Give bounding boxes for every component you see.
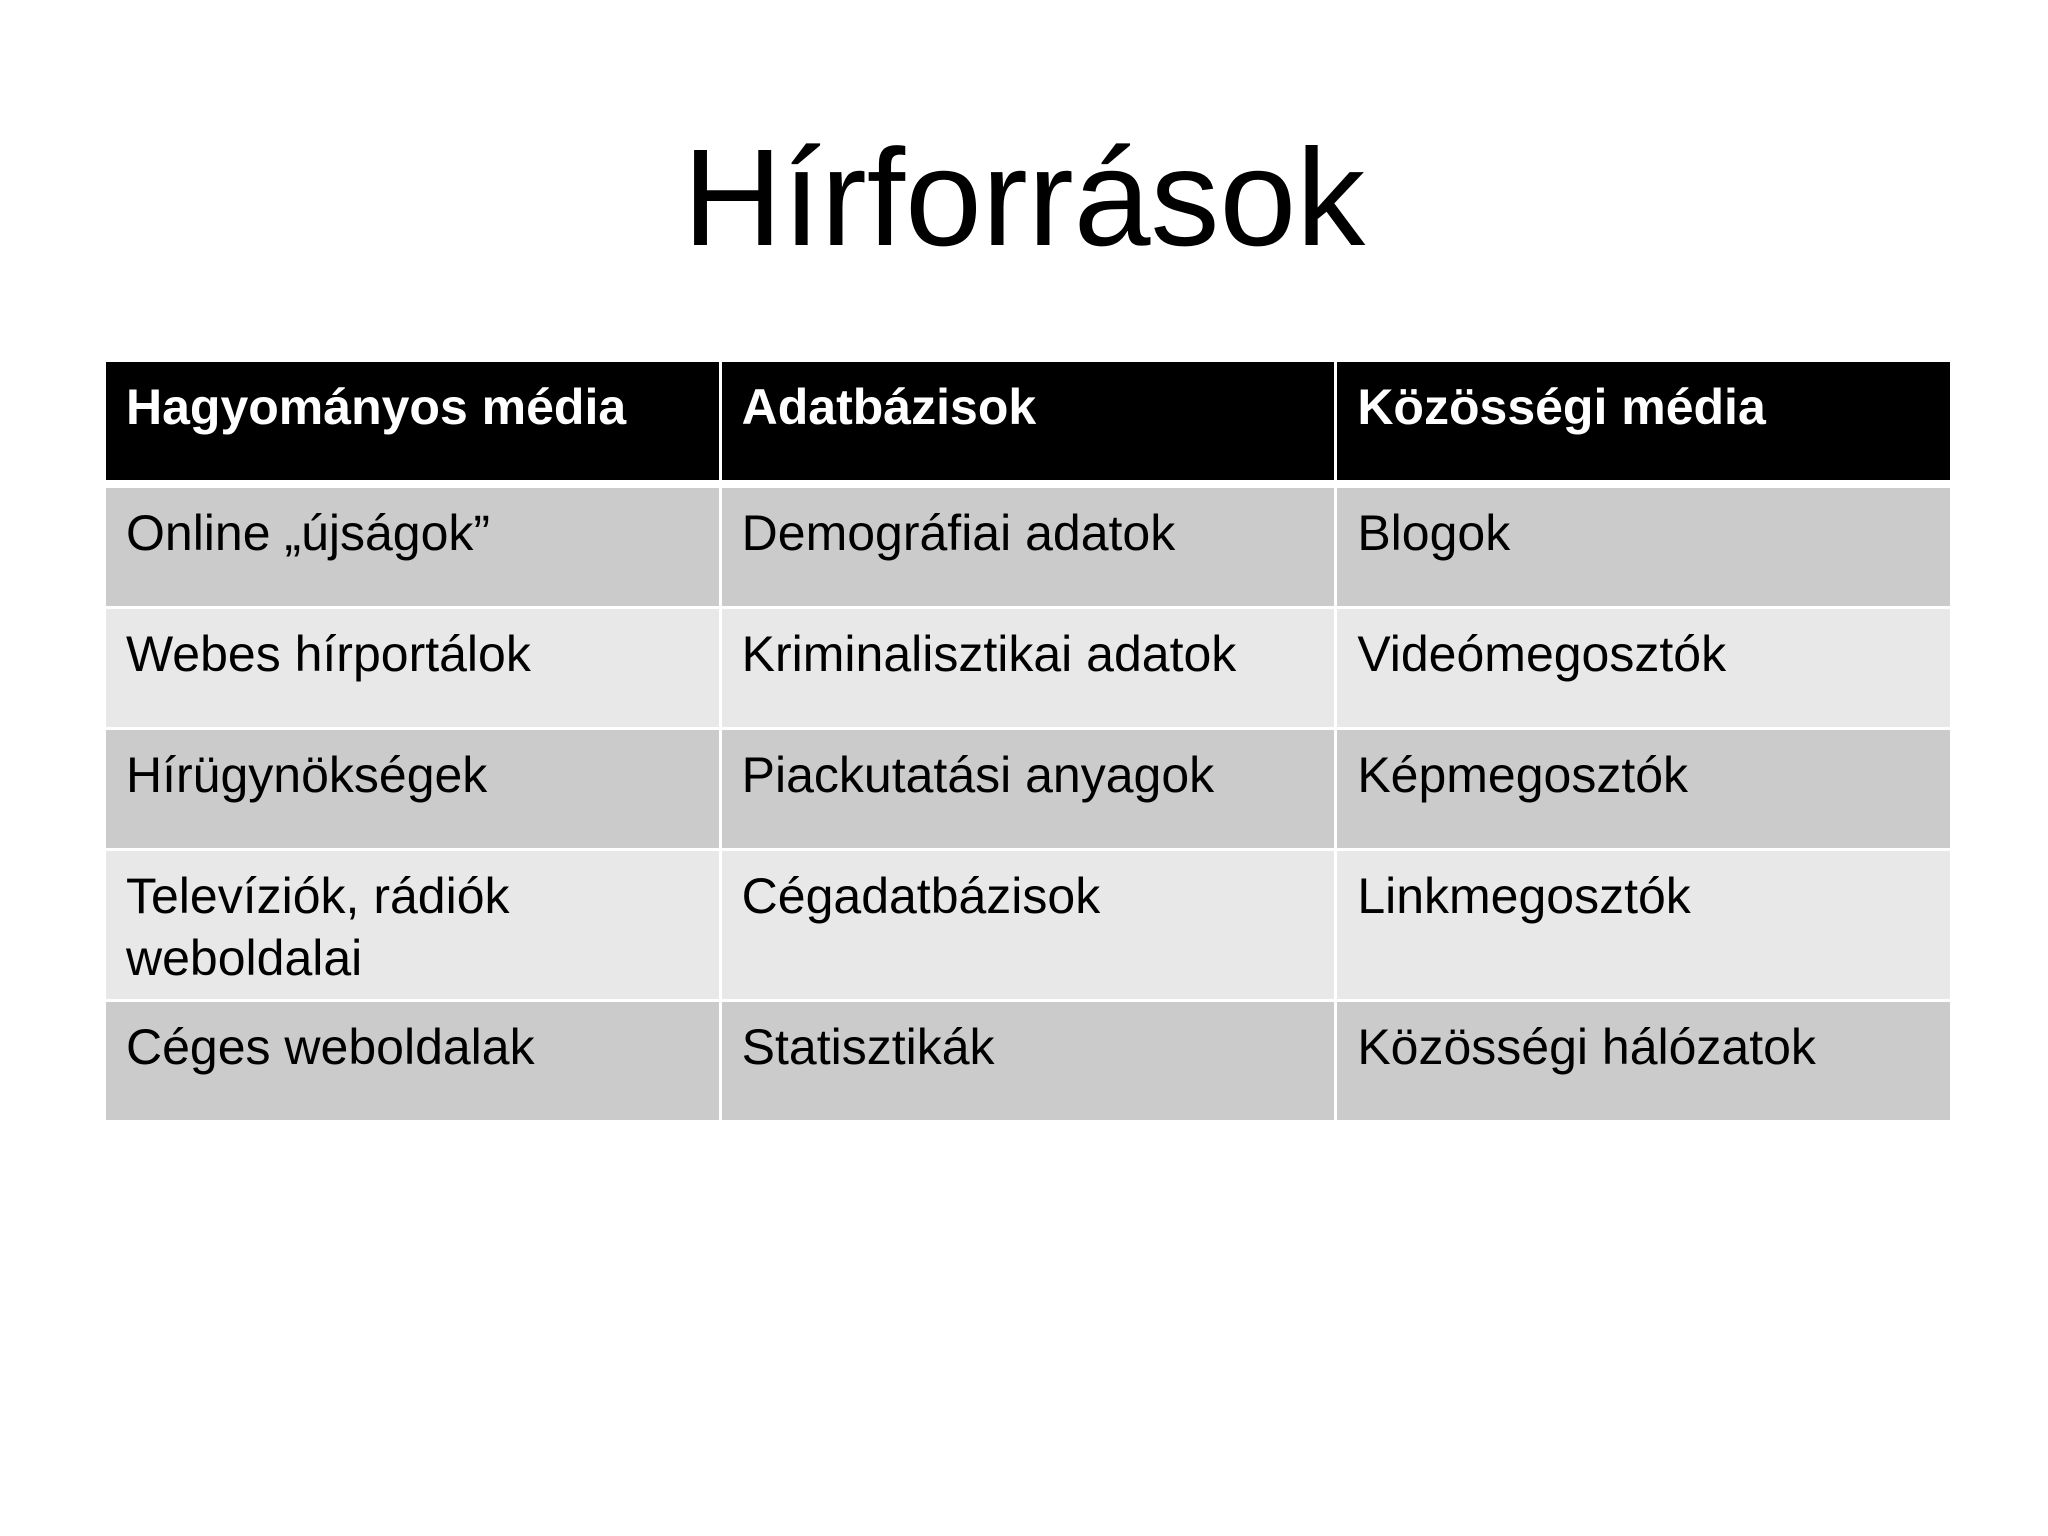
table-cell: Linkmegosztók: [1336, 850, 1952, 1001]
slide-title: Hírforrások: [682, 121, 1366, 275]
table-row: [105, 850, 1952, 1001]
table-row: [105, 608, 1952, 729]
table-cell: Kriminalisztikai adatok: [720, 608, 1336, 729]
table-cell: Televíziók, rádiók weboldalai: [105, 850, 721, 1001]
table-cell: Céges weboldalak: [105, 1001, 721, 1122]
table-cell: Piackutatási anyagok: [720, 729, 1336, 850]
table-cell: Demográfiai adatok: [720, 484, 1336, 608]
table-cell: Közösségi hálózatok: [1336, 1001, 1952, 1122]
table-row: [105, 729, 1952, 850]
table-cell: Online „újságok”: [105, 484, 721, 608]
table-cell: Blogok: [1336, 484, 1952, 608]
header-databases: Adatbázisok: [720, 361, 1336, 485]
header-traditional-media: Hagyományos média: [105, 361, 721, 485]
header-social-media: Közösségi média: [1336, 361, 1952, 485]
table-cell: Képmegosztók: [1336, 729, 1952, 850]
table-header-row: [105, 361, 1952, 485]
table: [103, 359, 1953, 1123]
table-cell: Hírügynökségek: [105, 729, 721, 850]
table-cell: Webes hírportálok: [105, 608, 721, 729]
table-row: [105, 1001, 1952, 1122]
news-sources-table: [103, 359, 1953, 1123]
table-cell: Cégadatbázisok: [720, 850, 1336, 1001]
table-row: [105, 484, 1952, 608]
table-cell: Videómegosztók: [1336, 608, 1952, 729]
table-cell: Statisztikák: [720, 1001, 1336, 1122]
